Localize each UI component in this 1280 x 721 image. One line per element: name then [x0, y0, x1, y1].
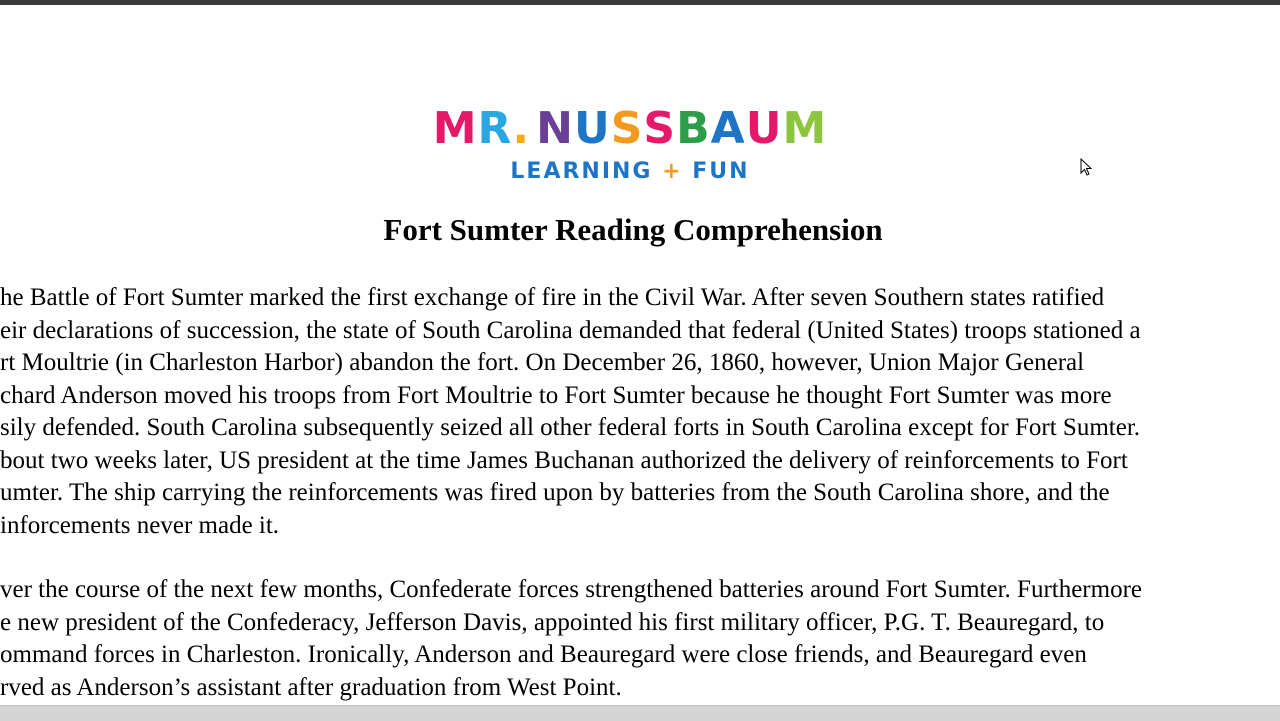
paragraph-line: bout two weeks later, US president at the time James Buchanan authorized the delivery of reinforcements to Fort	[0, 446, 1128, 474]
logo-tagline-right: FUN	[692, 159, 750, 184]
paragraph-2	[0, 574, 1280, 704]
logo-tagline	[0, 158, 1260, 186]
logo-letter: R	[477, 103, 513, 154]
paragraph-line: umter. The ship carrying the reinforcements was fired upon by batteries from the South Carolina shore, and the	[0, 479, 1110, 506]
window-top-edge	[0, 0, 1280, 5]
window-bottom-scrollbar[interactable]	[0, 705, 1280, 721]
logo-letter: U	[745, 103, 783, 154]
paragraph-line: eir declarations of succession, the state of South Carolina demanded that federal (United States) troops stationed a	[0, 316, 1141, 344]
paragraph-line: he Battle of Fort Sumter marked the first exchange of fire in the Civil War. After seven Southern states ratified	[0, 284, 1105, 311]
paragraph-line: ver the course of the next few months, Confederate forces strengthened batteries around Fort Sumter. Furthermore	[0, 576, 1143, 603]
paragraph-1	[0, 282, 1280, 542]
logo-letter: A	[710, 103, 746, 154]
paragraph-line: ommand forces in Charleston. Ironically, Anderson and Beauregard were close friends, and Beauregard even	[0, 641, 1087, 668]
logo-tagline-left: LEARNING	[510, 159, 653, 184]
paragraph-line: rt Moultrie (in Charleston Harbor) abandon the fort. On December 26, 1860, however, Union Major General	[0, 349, 1085, 376]
page-title: Fort Sumter Reading Comprehension	[383, 212, 883, 247]
logo-plus-icon: +	[662, 159, 683, 184]
logo-letter: .	[512, 103, 531, 154]
logo-letter: B	[676, 103, 711, 154]
logo-letter: N	[536, 103, 574, 154]
paragraph-line: rved as Anderson’s assistant after graduation from West Point.	[0, 673, 622, 701]
logo-letter: M	[782, 103, 828, 154]
logo-letter: S	[610, 103, 644, 154]
logo-letter: U	[573, 103, 611, 154]
logo-letter: S	[643, 103, 677, 154]
logo-wordmark	[0, 104, 1260, 154]
logo-letter: M	[432, 103, 478, 154]
mr-nussbaum-logo	[0, 104, 1260, 186]
paragraph-line: chard Anderson moved his troops from Fort Moultrie to Fort Sumter because he thought Fort Sumter was more	[0, 381, 1112, 409]
paragraph-line: e new president of the Confederacy, Jefferson Davis, appointed his first military officer, P.G. T. Beauregard, to	[0, 608, 1105, 636]
mouse-cursor-icon	[1080, 158, 1092, 176]
paragraph-line: sily defended. South Carolina subsequently seized all other federal forts in South Carolina except for Fort Sumter.	[0, 414, 1141, 441]
paragraph-line: inforcements never made it.	[0, 511, 280, 539]
